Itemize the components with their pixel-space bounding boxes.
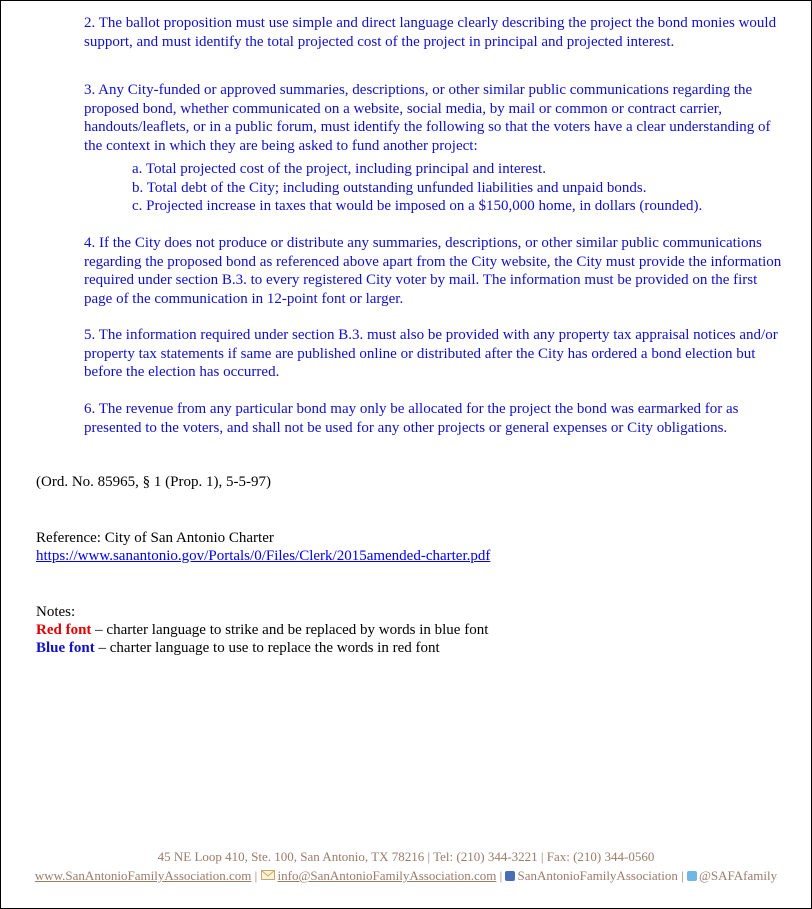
separator: | — [251, 868, 261, 883]
item-3-paragraph: 3. Any City-funded or approved summaries, descriptions, or other similar public communications regarding the proposed bond, whether communicated on a website, social media, by mail or common or contract carrier, handouts/leaflets, or in a public forum, must identify the following so that the voters have a clear understanding of the context in which they are being asked to fund another project: — [84, 82, 771, 154]
blue-font-description: – charter language to use to replace the words in red font — [94, 640, 440, 656]
ordinance-citation: (Ord. No. 85965, § 1 (Prop. 1), 5-5-97) — [36, 474, 271, 490]
facebook-handle[interactable]: SanAntonioFamilyAssociation — [517, 868, 678, 883]
blue-font-label: Blue font — [36, 640, 95, 656]
twitter-icon — [687, 871, 697, 881]
notes-red-line — [36, 621, 776, 640]
website-link[interactable]: www.SanAntonioFamilyAssociation.com — [34, 868, 252, 883]
separator: | — [677, 868, 687, 883]
email-link[interactable]: info@SanAntonioFamilyAssociation.com — [277, 868, 497, 883]
red-font-description: – charter language to strike and be replaced by words in blue font — [91, 622, 489, 638]
email-icon — [261, 868, 275, 878]
item-3b-subitem: b. Total debt of the City; including outstanding unfunded liabilities and unpaid bonds. — [132, 180, 647, 196]
footer-links — [1, 868, 811, 884]
notes-blue-line — [36, 639, 776, 658]
item-3c-subitem: c. Projected increase in taxes that would be imposed on a $150,000 home, in dollars (rounded). — [132, 198, 703, 214]
reference-label: Reference: City of San Antonio Charter — [36, 530, 274, 546]
item-4-paragraph: 4. If the City does not produce or distribute any summaries, descriptions, or other similar public communications regarding the proposed bond as referenced above apart from the City website, the City must provide the information required under section B.3. to every registered City voter by mail. The information must be provided on the first page of the communication in 12-point font or larger. — [84, 235, 782, 307]
item-5-paragraph: 5. The information required under section B.3. must also be provided with any property tax appraisal notices and/or property tax statements if same are published online or distributed after the City has ordered a bond election but before the election has occurred. — [84, 327, 778, 381]
item-2-paragraph: 2. The ballot proposition must use simple and direct language clearly describing the project the bond monies would support, and must identify the total projected cost of the project in principal and projected interest. — [84, 15, 777, 50]
red-font-label: Red font — [36, 622, 92, 638]
facebook-icon — [505, 871, 515, 881]
notes-heading: Notes: — [36, 604, 76, 620]
charter-pdf-link[interactable]: https://www.sanantonio.gov/Portals/0/Files/Clerk/2015amended-charter.pdf — [36, 548, 491, 564]
twitter-handle[interactable]: @SAFAfamily — [698, 868, 778, 883]
footer-address: 45 NE Loop 410, Ste. 100, San Antonio, TX 78216 | Tel: (210) 344-3221 | Fax: (210) 344-0560 — [157, 849, 655, 864]
item-3a-subitem: a. Total projected cost of the project, including principal and interest. — [132, 161, 546, 177]
separator: | — [496, 868, 506, 883]
item-6-paragraph: 6. The revenue from any particular bond may only be allocated for the project the bond was earmarked for as presented to the voters, and shall not be used for any other projects or general expenses or City obligations. — [84, 401, 739, 436]
